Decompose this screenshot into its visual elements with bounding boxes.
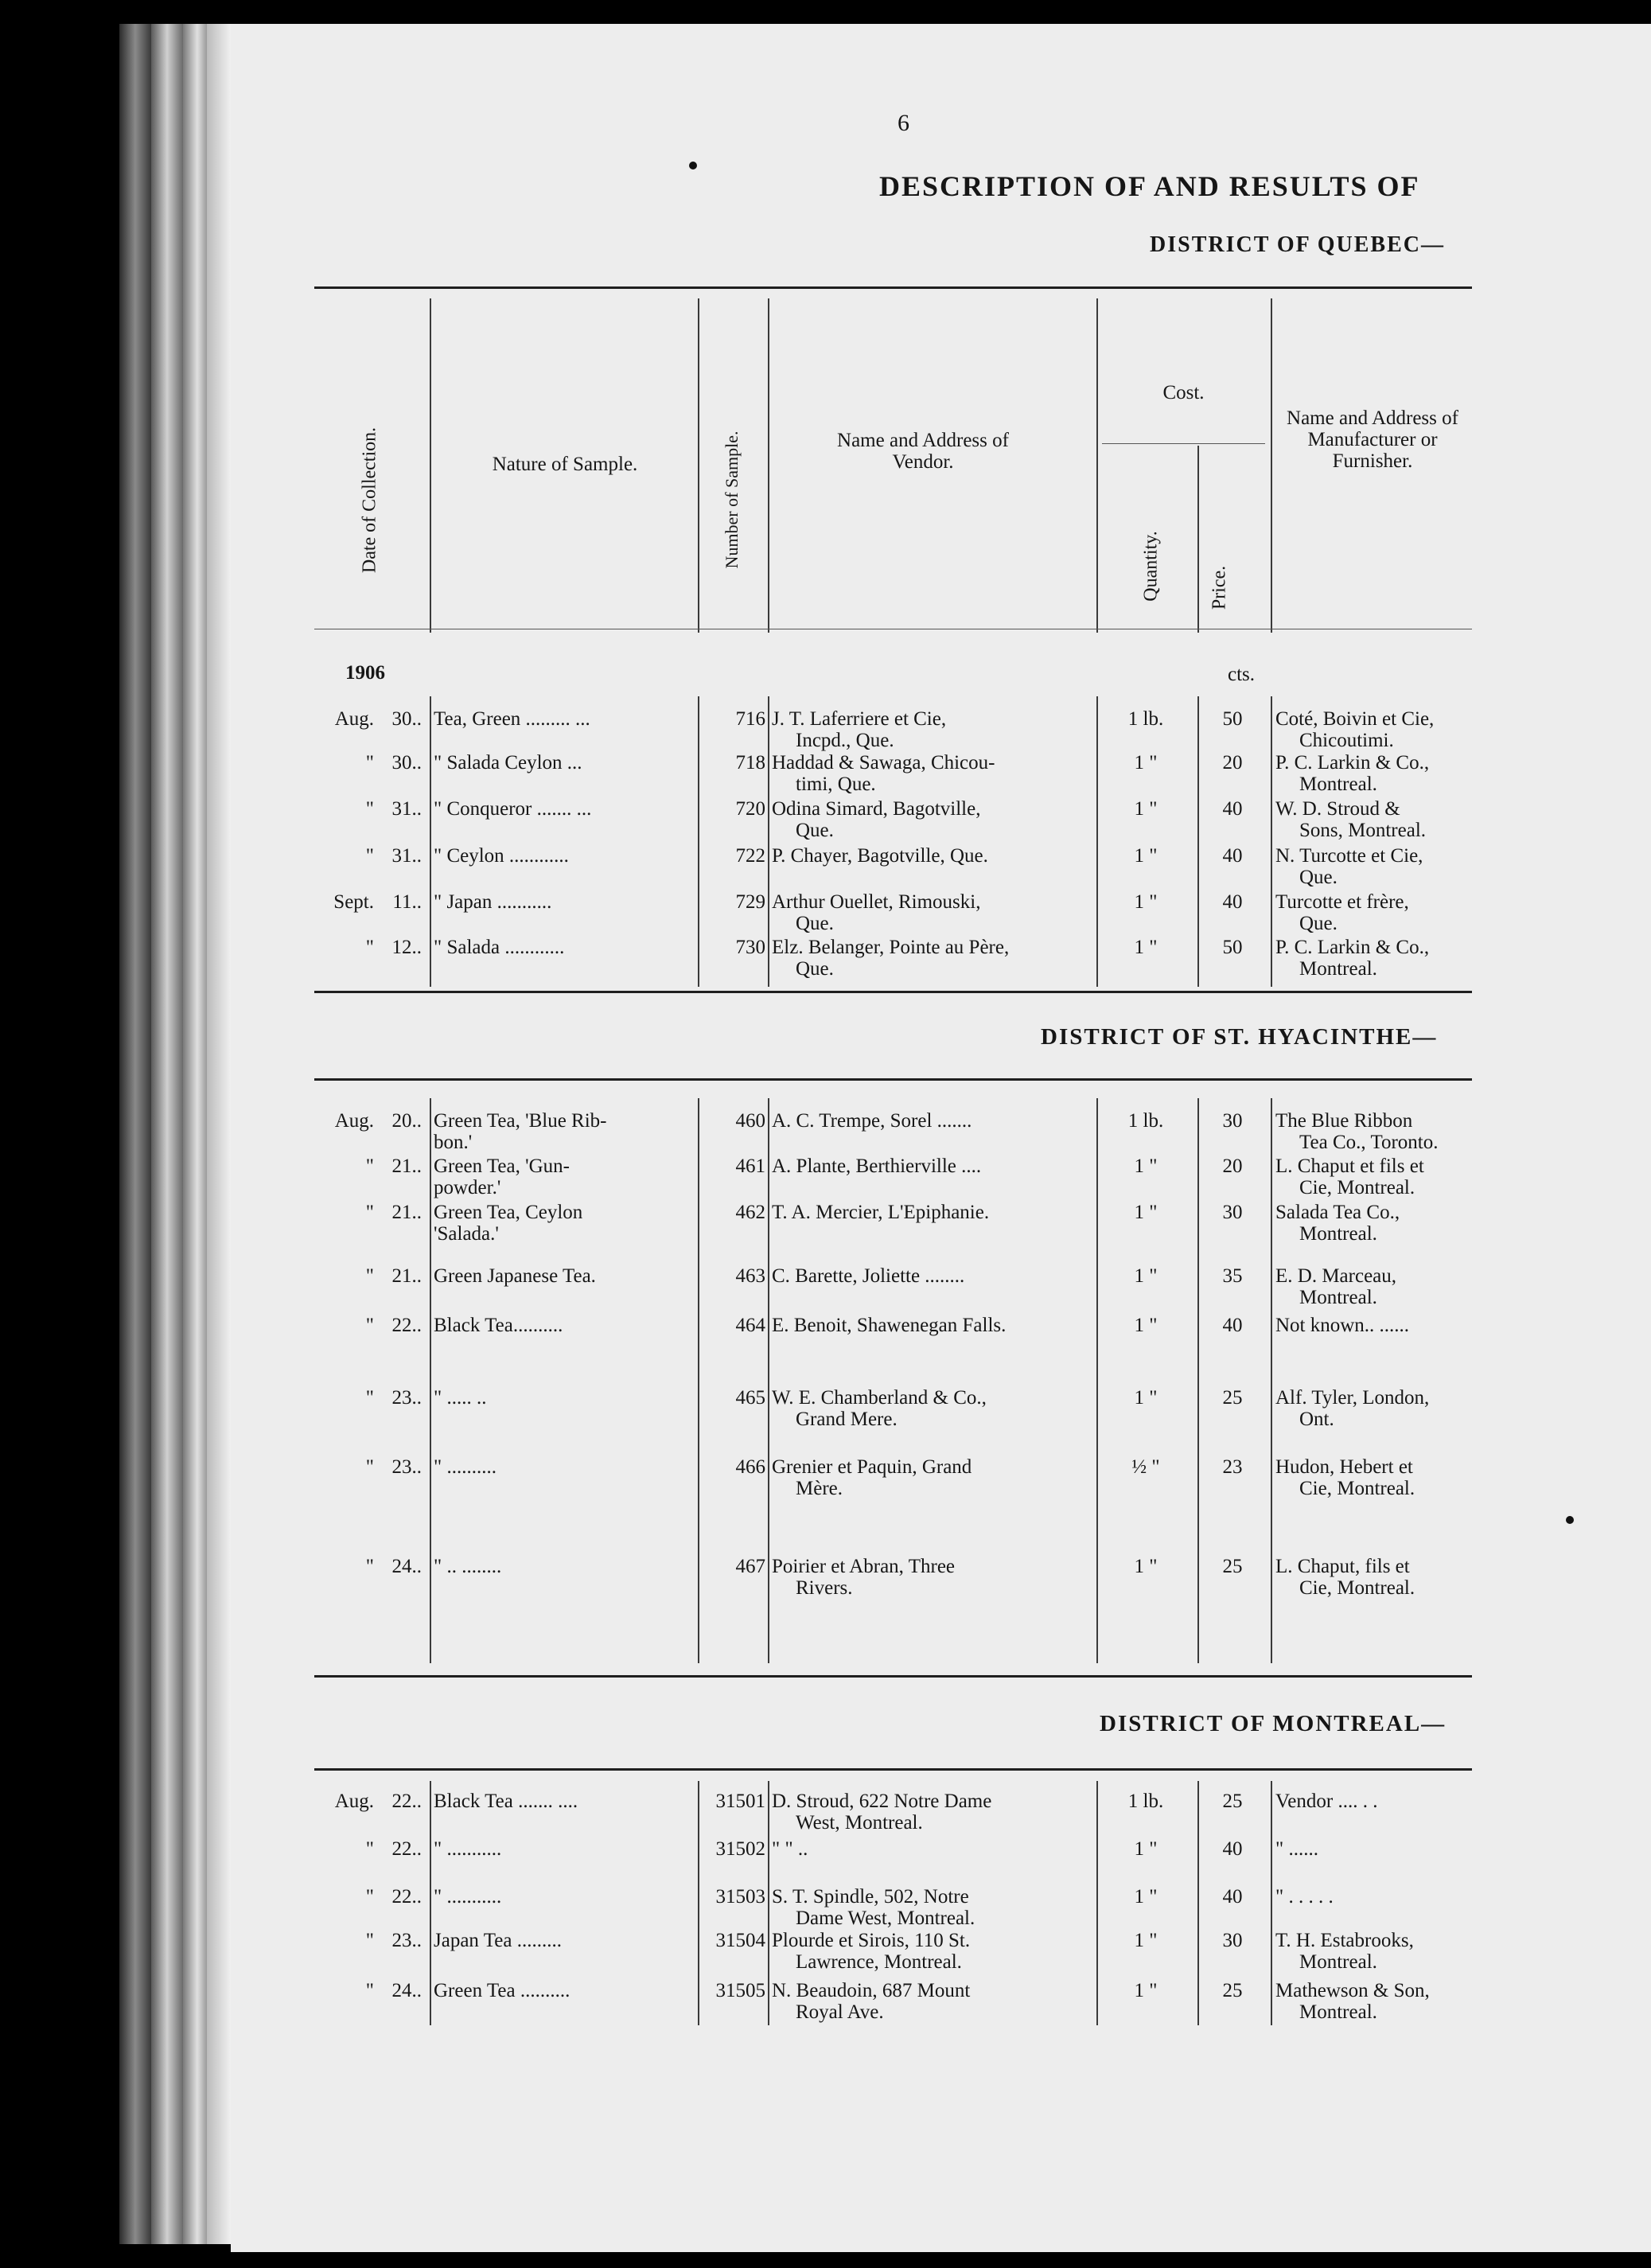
row-vendor: Rivers. — [796, 1577, 853, 1599]
row-sample-number: 460 — [735, 1110, 765, 1132]
table-rule — [314, 1768, 1472, 1771]
column-rule — [1096, 1781, 1098, 2025]
row-nature: bon.' — [434, 1132, 473, 1153]
row-nature: Green Tea, 'Gun- — [434, 1155, 570, 1177]
row-sample-number: 31505 — [715, 1980, 765, 2001]
row-quantity: 1 " — [1134, 891, 1158, 913]
row-month: " — [365, 1456, 374, 1478]
row-nature: Green Tea, Ceylon — [434, 1202, 583, 1223]
row-vendor: Grand Mere. — [796, 1409, 898, 1430]
row-day: 21.. — [391, 1265, 422, 1287]
row-vendor: " " .. — [772, 1838, 808, 1860]
row-manufacturer: Sons, Montreal. — [1299, 820, 1427, 841]
row-manufacturer: N. Turcotte et Cie, — [1275, 845, 1423, 867]
section-heading: DISTRICT OF ST. HYACINTHE— — [1041, 1024, 1438, 1050]
row-nature: " ..... .. — [434, 1387, 487, 1409]
row-sample-number: 718 — [735, 752, 765, 774]
book-edge — [207, 24, 231, 2244]
row-manufacturer: E. D. Marceau, — [1275, 1265, 1397, 1287]
row-day: 31.. — [391, 845, 422, 867]
row-price: 25 — [1222, 1387, 1243, 1409]
row-quantity: 1 lb. — [1127, 708, 1164, 730]
section-heading: DISTRICT OF MONTREAL— — [1100, 1711, 1447, 1736]
column-rule — [1271, 1098, 1272, 1663]
row-manufacturer: Que. — [1299, 867, 1338, 888]
row-vendor: West, Montreal. — [796, 1812, 923, 1833]
row-month: " — [365, 1202, 374, 1223]
row-day: 12.. — [391, 937, 422, 958]
row-nature: " Japan ........... — [434, 891, 552, 913]
row-nature: 'Salada.' — [434, 1223, 499, 1245]
row-quantity: 1 lb. — [1127, 1110, 1164, 1132]
row-month: Aug. — [334, 708, 374, 730]
row-vendor: Lawrence, Montreal. — [796, 1951, 962, 1973]
row-manufacturer: Turcotte et frère, — [1275, 891, 1409, 913]
row-manufacturer: L. Chaput et fils et — [1275, 1155, 1424, 1177]
row-price: 50 — [1222, 708, 1243, 730]
row-vendor: C. Barette, Joliette ........ — [772, 1265, 965, 1287]
row-sample-number: 467 — [735, 1556, 765, 1577]
row-sample-number: 31503 — [715, 1886, 765, 1908]
row-quantity: 1 " — [1134, 1202, 1158, 1223]
row-manufacturer: Montreal. — [1299, 2001, 1377, 2023]
row-vendor: Que. — [796, 913, 834, 934]
column-rule — [430, 1781, 431, 2025]
column-rule — [430, 696, 431, 987]
row-quantity: ½ " — [1131, 1456, 1160, 1478]
row-vendor: Incpd., Que. — [796, 730, 894, 751]
row-sample-number: 722 — [735, 845, 765, 867]
row-day: 21.. — [391, 1155, 422, 1177]
row-vendor: J. T. Laferriere et Cie, — [772, 708, 947, 730]
row-vendor: Royal Ave. — [796, 2001, 884, 2023]
row-nature: " .......... — [434, 1456, 496, 1478]
row-sample-number: 465 — [735, 1387, 765, 1409]
row-sample-number: 461 — [735, 1155, 765, 1177]
year-label: 1906 — [345, 662, 385, 684]
row-nature: Japan Tea ......... — [434, 1930, 562, 1951]
row-day: 24.. — [391, 1556, 422, 1577]
row-manufacturer: Vendor .... . . — [1275, 1791, 1378, 1812]
row-nature: Tea, Green ......... ... — [434, 708, 590, 730]
ink-speck — [1566, 1516, 1574, 1524]
row-manufacturer: Montreal. — [1299, 774, 1377, 795]
row-vendor: Que. — [796, 958, 834, 980]
row-vendor: N. Beaudoin, 687 Mount — [772, 1980, 971, 2001]
row-nature: " ........... — [434, 1886, 502, 1908]
row-nature: Black Tea.......... — [434, 1315, 563, 1336]
row-manufacturer: Salada Tea Co., — [1275, 1202, 1400, 1223]
page-title: DESCRIPTION OF AND RESULTS OF — [879, 170, 1420, 202]
row-vendor: A. Plante, Berthierville .... — [772, 1155, 982, 1177]
table-rule — [314, 991, 1472, 993]
header-date: Date of Collection. — [359, 427, 380, 574]
row-nature: " Salada ............ — [434, 937, 565, 958]
row-quantity: 1 " — [1134, 1265, 1158, 1287]
column-rule — [698, 696, 699, 987]
row-sample-number: 716 — [735, 708, 765, 730]
row-price: 40 — [1222, 845, 1243, 867]
row-price: 23 — [1222, 1456, 1243, 1478]
row-sample-number: 464 — [735, 1315, 765, 1336]
row-day: 20.. — [391, 1110, 422, 1132]
row-manufacturer: Montreal. — [1299, 958, 1377, 980]
row-quantity: 1 " — [1134, 1930, 1158, 1951]
row-quantity: 1 " — [1134, 798, 1158, 820]
row-sample-number: 730 — [735, 937, 765, 958]
row-day: 21.. — [391, 1202, 422, 1223]
row-month: " — [365, 845, 374, 867]
row-sample-number: 462 — [735, 1202, 765, 1223]
row-vendor: S. T. Spindle, 502, Notre — [772, 1886, 969, 1908]
row-day: 22.. — [391, 1886, 422, 1908]
row-month: " — [365, 1155, 374, 1177]
row-month: " — [365, 937, 374, 958]
row-vendor: A. C. Trempe, Sorel ....... — [772, 1110, 972, 1132]
row-nature: Green Tea .......... — [434, 1980, 570, 2001]
row-manufacturer: " . . . . . — [1275, 1886, 1334, 1908]
page-number: 6 — [898, 110, 909, 136]
row-manufacturer: P. C. Larkin & Co., — [1275, 937, 1430, 958]
row-vendor: D. Stroud, 622 Notre Dame — [772, 1791, 992, 1812]
table-rule — [314, 286, 1472, 289]
column-rule — [698, 1098, 699, 1663]
row-manufacturer: W. D. Stroud & — [1275, 798, 1400, 820]
row-month: " — [365, 1387, 374, 1409]
row-price: 40 — [1222, 1838, 1243, 1860]
row-quantity: 1 " — [1134, 1838, 1158, 1860]
row-price: 30 — [1222, 1202, 1243, 1223]
row-month: " — [365, 1838, 374, 1860]
row-vendor: Grenier et Paquin, Grand — [772, 1456, 972, 1478]
column-rule — [430, 298, 431, 633]
column-rule — [698, 1781, 699, 2025]
row-quantity: 1 " — [1134, 1886, 1158, 1908]
row-day: 23.. — [391, 1387, 422, 1409]
row-manufacturer: Hudon, Hebert et — [1275, 1456, 1413, 1478]
row-manufacturer: Tea Co., Toronto. — [1299, 1132, 1439, 1153]
row-manufacturer: " ...... — [1275, 1838, 1318, 1860]
row-manufacturer: Cie, Montreal. — [1299, 1478, 1415, 1499]
row-manufacturer: Not known.. ...... — [1275, 1315, 1410, 1336]
row-day: 22.. — [391, 1838, 422, 1860]
row-nature: " .. ........ — [434, 1556, 502, 1577]
row-price: 30 — [1222, 1110, 1243, 1132]
row-nature: " ........... — [434, 1838, 502, 1860]
row-month: " — [365, 1315, 374, 1336]
row-vendor: W. E. Chamberland & Co., — [772, 1387, 987, 1409]
book-edge — [119, 24, 151, 2244]
cost-rule — [1102, 443, 1265, 444]
row-manufacturer: Alf. Tyler, London, — [1275, 1387, 1430, 1409]
row-price: 25 — [1222, 1791, 1243, 1812]
column-rule — [698, 298, 699, 633]
row-price: 25 — [1222, 1980, 1243, 2001]
row-day: 22.. — [391, 1791, 422, 1812]
row-vendor: Que. — [796, 820, 834, 841]
row-manufacturer: The Blue Ribbon — [1275, 1110, 1413, 1132]
row-nature: " Salada Ceylon ... — [434, 752, 582, 774]
header-number: Number of Sample. — [722, 431, 742, 569]
row-manufacturer: Montreal. — [1299, 1287, 1377, 1308]
row-vendor: P. Chayer, Bagotville, Que. — [772, 845, 988, 867]
header-cost: Cost. — [1162, 382, 1205, 403]
cents-label: cts. — [1228, 664, 1256, 685]
row-quantity: 1 " — [1134, 1980, 1158, 2001]
row-quantity: 1 " — [1134, 1155, 1158, 1177]
row-day: 23.. — [391, 1456, 422, 1478]
table-rule — [314, 1078, 1472, 1081]
row-nature: " Ceylon ............ — [434, 845, 569, 867]
row-manufacturer: P. C. Larkin & Co., — [1275, 752, 1430, 774]
row-manufacturer: L. Chaput, fils et — [1275, 1556, 1410, 1577]
row-vendor: timi, Que. — [796, 774, 876, 795]
row-nature: Green Tea, 'Blue Rib- — [434, 1110, 607, 1132]
column-rule — [1271, 1781, 1272, 2025]
row-month: " — [365, 1886, 374, 1908]
row-manufacturer: Chicoutimi. — [1299, 730, 1394, 751]
row-vendor: Arthur Ouellet, Rimouski, — [772, 891, 981, 913]
column-rule — [430, 1098, 431, 1663]
book-edge — [183, 24, 207, 2244]
row-price: 40 — [1222, 1886, 1243, 1908]
header-price: Price. — [1209, 565, 1230, 610]
row-quantity: 1 " — [1134, 1556, 1158, 1577]
row-day: 24.. — [391, 1980, 422, 2001]
row-vendor: Elz. Belanger, Pointe au Père, — [772, 937, 1010, 958]
row-month: " — [365, 1265, 374, 1287]
row-day: 22.. — [391, 1315, 422, 1336]
row-sample-number: 463 — [735, 1265, 765, 1287]
column-rule — [1271, 298, 1272, 633]
row-price: 35 — [1222, 1265, 1243, 1287]
ink-speck — [689, 162, 697, 170]
header-nature: Nature of Sample. — [492, 454, 638, 475]
column-rule — [1197, 1098, 1199, 1663]
row-day: 31.. — [391, 798, 422, 820]
row-month: " — [365, 752, 374, 774]
column-rule — [1096, 696, 1098, 987]
row-price: 30 — [1222, 1930, 1243, 1951]
row-price: 20 — [1222, 752, 1243, 774]
row-vendor: T. A. Mercier, L'Epiphanie. — [772, 1202, 990, 1223]
row-price: 20 — [1222, 1155, 1243, 1177]
section-heading: DISTRICT OF QUEBEC— — [1150, 232, 1445, 257]
header-vendor: Name and Address of Vendor. — [837, 430, 1009, 473]
row-sample-number: 466 — [735, 1456, 765, 1478]
row-manufacturer: Mathewson & Son, — [1275, 1980, 1430, 2001]
row-quantity: 1 " — [1134, 845, 1158, 867]
row-quantity: 1 " — [1134, 752, 1158, 774]
row-quantity: 1 lb. — [1127, 1791, 1164, 1812]
row-vendor: Poirier et Abran, Three — [772, 1556, 956, 1577]
row-manufacturer: Coté, Boivin et Cie, — [1275, 708, 1435, 730]
column-rule — [1197, 446, 1199, 633]
column-rule — [1271, 696, 1272, 987]
row-month: Aug. — [334, 1791, 374, 1812]
header-quantity: Quantity. — [1140, 531, 1162, 602]
row-month: " — [365, 1556, 374, 1577]
row-manufacturer: Que. — [1299, 913, 1338, 934]
row-price: 40 — [1222, 891, 1243, 913]
row-month: Sept. — [333, 891, 374, 913]
row-vendor: Plourde et Sirois, 110 St. — [772, 1930, 971, 1951]
row-day: 23.. — [391, 1930, 422, 1951]
row-price: 50 — [1222, 937, 1243, 958]
row-vendor: E. Benoit, Shawenegan Falls. — [772, 1315, 1007, 1336]
row-month: " — [365, 1930, 374, 1951]
row-manufacturer: Montreal. — [1299, 1223, 1377, 1245]
row-nature: powder.' — [434, 1177, 501, 1198]
row-nature: " Conqueror ....... ... — [434, 798, 592, 820]
row-quantity: 1 " — [1134, 1387, 1158, 1409]
row-vendor: Mère. — [796, 1478, 843, 1499]
row-manufacturer: Cie, Montreal. — [1299, 1577, 1415, 1599]
book-edge — [151, 24, 183, 2244]
row-price: 40 — [1222, 798, 1243, 820]
row-sample-number: 31502 — [715, 1838, 765, 1860]
row-vendor: Odina Simard, Bagotville, — [772, 798, 981, 820]
row-manufacturer: T. H. Estabrooks, — [1275, 1930, 1414, 1951]
row-manufacturer: Cie, Montreal. — [1299, 1177, 1415, 1198]
row-manufacturer: Montreal. — [1299, 1951, 1377, 1973]
row-sample-number: 720 — [735, 798, 765, 820]
column-rule — [1096, 1098, 1098, 1663]
row-month: " — [365, 1980, 374, 2001]
table-rule — [314, 1675, 1472, 1678]
row-day: 30.. — [391, 708, 422, 730]
row-day: 30.. — [391, 752, 422, 774]
row-quantity: 1 " — [1134, 1315, 1158, 1336]
row-month: " — [365, 798, 374, 820]
column-rule — [768, 1781, 769, 2025]
row-nature: Green Japanese Tea. — [434, 1265, 596, 1287]
row-manufacturer: Ont. — [1299, 1409, 1334, 1430]
row-sample-number: 31504 — [715, 1930, 765, 1951]
row-quantity: 1 " — [1134, 937, 1158, 958]
column-rule — [1096, 298, 1098, 633]
row-month: Aug. — [334, 1110, 374, 1132]
row-price: 40 — [1222, 1315, 1243, 1336]
column-rule — [768, 1098, 769, 1663]
column-rule — [768, 298, 769, 633]
header-manufacturer: Name and Address of Manufacturer or Furnisher. — [1287, 407, 1458, 472]
row-sample-number: 729 — [735, 891, 765, 913]
row-vendor: Dame West, Montreal. — [796, 1908, 975, 1929]
row-nature: Black Tea ....... .... — [434, 1791, 578, 1812]
column-rule — [768, 696, 769, 987]
row-vendor: Haddad & Sawaga, Chicou- — [772, 752, 995, 774]
row-day: 11.. — [392, 891, 422, 913]
row-sample-number: 31501 — [715, 1791, 765, 1812]
row-price: 25 — [1222, 1556, 1243, 1577]
